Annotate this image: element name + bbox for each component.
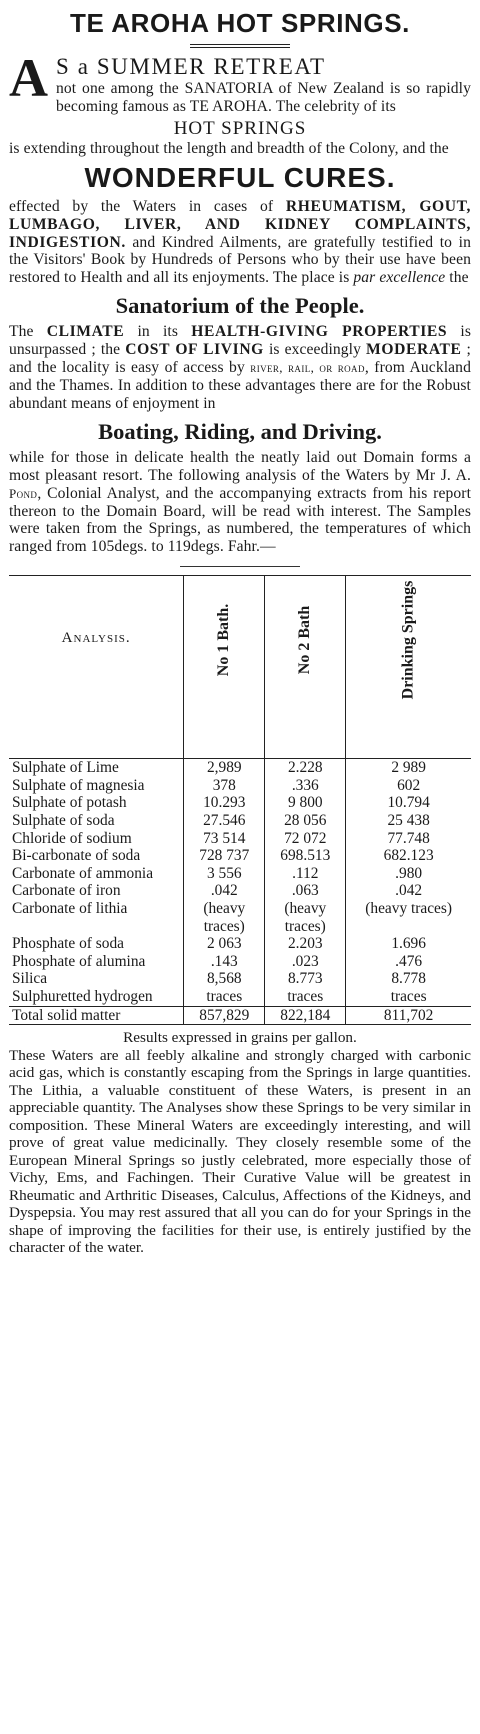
table-row: [9, 988, 471, 1006]
table-cell: 728 737: [184, 847, 265, 865]
table-cell: 27.546: [184, 812, 265, 830]
table-cell: 10.794: [346, 794, 471, 812]
paragraph-2: [9, 198, 471, 288]
p2-italic: par excellence: [353, 269, 446, 287]
column-header-text: No 1 Bath.: [215, 603, 233, 677]
p3-t6: , from Auckland and the Thames. In addition to these advantages there are for the Robust abundant means of enjoyment in: [9, 359, 471, 412]
p3-t5: ; and the locality is easy of access by: [9, 341, 471, 377]
table-cell: 2 989: [346, 759, 471, 777]
table-cell: .023: [265, 953, 346, 971]
total-row: [9, 1006, 471, 1025]
table-cell: .042: [184, 882, 265, 900]
intro-block: [9, 48, 471, 116]
table-cell: .336: [265, 777, 346, 795]
compound-name: Bi-carbonate of soda: [12, 847, 141, 865]
p3-t2: in its: [124, 323, 192, 341]
table-cell: 2.203: [265, 935, 346, 953]
compound-name: Sulphate of magnesia: [12, 776, 145, 794]
column-header-bath-2: [265, 576, 346, 759]
compound-name: Sulphuretted hydrogen: [12, 987, 153, 1005]
compound-name: Chloride of sodium: [12, 829, 132, 847]
p2-text-start: effected by the Waters in cases of: [9, 197, 286, 215]
p3-cost: COST OF LIVING: [125, 341, 264, 359]
table-row: [9, 865, 471, 883]
table-cell: 698.513: [265, 847, 346, 865]
table-row: [9, 830, 471, 848]
drop-cap: A: [9, 48, 48, 108]
table-cell: 602: [346, 777, 471, 795]
title-divider: [190, 44, 290, 48]
advertisement: [9, 0, 471, 1257]
column-header-text: No 2 Bath: [296, 605, 314, 675]
table-row: [9, 777, 471, 795]
table-row: [9, 935, 471, 953]
compound-name: Silica: [12, 970, 48, 988]
intro-text: not one among the SANATORIA of New Zealand is so rapidly becoming famous as TE AROHA. The celebrity of its: [56, 80, 471, 115]
paragraph-4: [9, 449, 471, 556]
table-cell: .042: [346, 882, 471, 900]
total-drinking: 811,702: [346, 1006, 471, 1025]
table-cell: 8,568: [184, 970, 265, 988]
p3-moderate: MODERATE: [366, 341, 462, 359]
p3-access-modes: river, rail, or road: [250, 360, 365, 376]
table-cell: 8.778: [346, 970, 471, 988]
p3-t3: is unsurpassed ; the: [9, 323, 471, 359]
compound-name: Sulphate of Lime: [12, 759, 119, 777]
section-divider: [180, 566, 300, 567]
table-cell: 2,989: [184, 759, 265, 777]
compound-name: Phosphate of alumina: [12, 952, 146, 970]
wonderful-cures-heading: WONDERFUL CURES.: [84, 161, 396, 193]
sanatorium-heading: Sanatorium of the People.: [115, 293, 365, 319]
table-row: [9, 953, 471, 971]
analysis-header: Analysis.: [9, 576, 184, 759]
closing-paragraph: These Waters are all feebly alkaline and strongly charged with carbonic acid gas, which is constantly escaping from the Springs in large quantities. The Lithia, a valuable constituent of these Waters, is present in an appreciable quantity. The Analyses show these Springs to be very similar in composition. These Mineral Waters are exceedingly interesting, and will prove of great value medicinally. They closely resemble some of the European Mineral Springs so justly celebrated, more especially those of Vichy, Ems, and Fachingen. Their Curative Value will be greatest in Rheumatic and Arthritic Diseases, Calculus, Affections of the Kidneys, and Dyspepsia. You may rest assured that all you can do for your Springs in the shape of improving the facilities for their use, is entirely justified by the character of the water.: [9, 1046, 471, 1257]
table-cell: (heavy traces): [346, 900, 471, 935]
compound-name: Carbonate of iron: [12, 882, 121, 900]
p4-pond: Pond: [9, 485, 38, 501]
results-note: Results expressed in grains per gallon.: [123, 1029, 357, 1047]
table-body: [9, 759, 471, 1006]
p3-t1: The: [9, 323, 47, 341]
p3-properties: HEALTH-GIVING PROPERTIES: [191, 323, 448, 341]
table-cell: .063: [265, 882, 346, 900]
total-label: Total solid matter: [9, 1006, 184, 1025]
table-cell: .476: [346, 953, 471, 971]
table-cell: traces: [346, 988, 471, 1006]
p2-text-rest: and Kindred Ailments, are gratefully testified to in the Visitors' Book by Hundreds of Persons who by their use have been restored to Health and all its enjoyments. The place is: [9, 233, 471, 287]
compound-name: Carbonate of lithia: [12, 899, 128, 917]
p4-t1: while for those in delicate health the neatly laid out Domain forms a most pleasant resort. The following analysis of the Waters by Mr J. A.: [9, 448, 471, 484]
compound-name: Sulphate of soda: [12, 812, 115, 829]
compound-name: Sulphate of potash: [12, 794, 127, 812]
table-row: [9, 759, 471, 777]
table-cell: 8.773: [265, 970, 346, 988]
total-bath-2: 822,184: [265, 1006, 346, 1025]
page-title: TE AROHA HOT SPRINGS.: [69, 8, 411, 38]
table-cell: (heavy traces): [265, 900, 346, 935]
table-cell: traces: [265, 988, 346, 1006]
column-header-text: Drinking Springs: [399, 580, 417, 700]
paragraph-1: is extending throughout the length and breadth of the Colony, and the: [9, 139, 449, 157]
compound-name: Phosphate of soda: [12, 935, 124, 953]
boating-heading: Boating, Riding, and Driving.: [98, 418, 382, 444]
analysis-table: [9, 575, 471, 1025]
table-cell: .112: [265, 865, 346, 883]
table-cell: 2.228: [265, 759, 346, 777]
paragraph-3: [9, 323, 471, 413]
total-bath-1: 857,829: [184, 1006, 265, 1025]
p3-climate: CLIMATE: [46, 323, 125, 341]
table-cell: 25 438: [346, 812, 471, 830]
p3-t4: is exceedingly: [263, 341, 367, 359]
table-cell: 77.748: [346, 830, 471, 848]
table-row: [9, 847, 471, 865]
column-header-drinking: [346, 576, 471, 759]
table-cell: 73 514: [184, 830, 265, 848]
table-cell: traces: [184, 988, 265, 1006]
table-cell: 72 072: [265, 830, 346, 848]
table-header-row: [9, 576, 471, 759]
table-cell: .980: [346, 865, 471, 883]
table-row: [9, 970, 471, 988]
compound-name: Carbonate of ammonia: [12, 864, 154, 882]
table-row: [9, 882, 471, 900]
table-row: [9, 794, 471, 812]
p2-text-end: the: [445, 269, 469, 287]
intro-headline: S a SUMMER RETREAT: [56, 54, 326, 79]
table-cell: .143: [184, 953, 265, 971]
column-header-bath-1: [184, 576, 265, 759]
hot-springs-heading: HOT SPRINGS: [173, 117, 307, 139]
table-cell: 682.123: [346, 847, 471, 865]
table-cell: 378: [184, 777, 265, 795]
table-row: [9, 812, 471, 830]
table-cell: 9 800: [265, 794, 346, 812]
table-cell: 3 556: [184, 865, 265, 883]
table-row: [9, 900, 471, 935]
table-cell: 1.696: [346, 935, 471, 953]
table-cell: (heavy traces): [184, 900, 265, 935]
p2-ailments: RHEUMATISM, GOUT, LUMBAGO, LIVER, AND KIDNEY COMPLAINTS, INDIGESTION.: [9, 197, 471, 251]
table-cell: 2 063: [184, 935, 265, 953]
table-cell: 28 056: [265, 812, 346, 830]
p4-t2: , Colonial Analyst, and the accompanying extracts from his report thereon to the Domain Board, will be read with interest. The Samples were taken from the Springs, as numbered, the temperatures of which ranged from 105degs. to 119degs. Fahr.—: [9, 484, 471, 556]
table-cell: 10.293: [184, 794, 265, 812]
